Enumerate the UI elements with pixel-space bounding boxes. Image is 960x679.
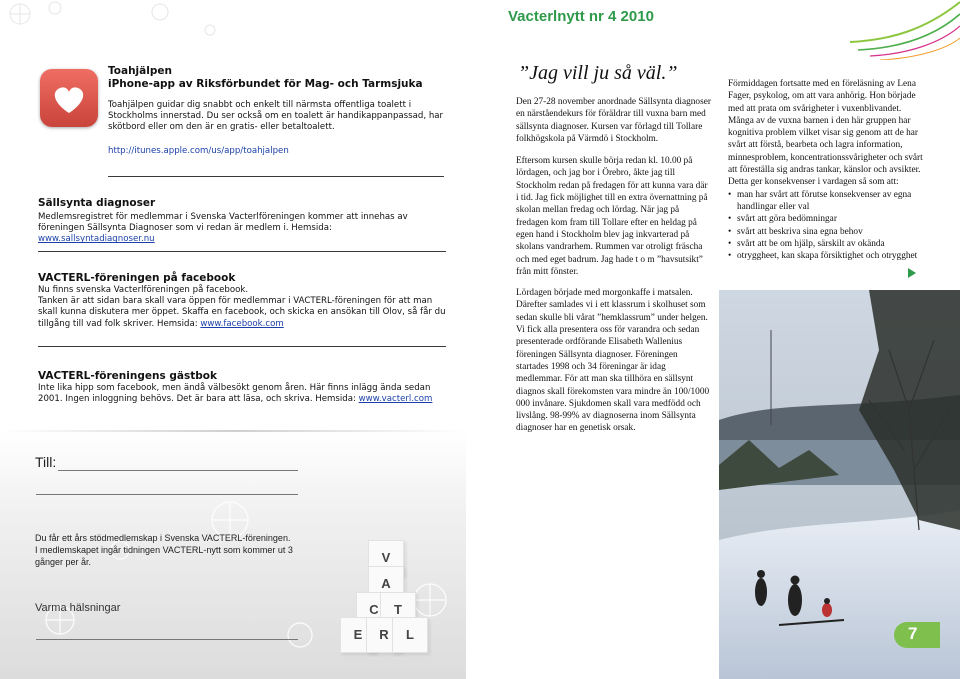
snowflake-decoration (0, 0, 240, 60)
signature-line[interactable] (36, 639, 298, 640)
toahjalpen-subtitle: iPhone-app av Riksförbundet för Mag- och Tarmsjuka (108, 78, 423, 90)
divider (108, 176, 444, 177)
bullet-list (728, 189, 924, 263)
to-label: Till: (35, 454, 57, 470)
card-text (35, 532, 315, 568)
gastbok-body: Inte lika hipp som facebook, men ändå välbesökt genom åren. Här finns inlägg ända sedan 2001. Ingen inloggning behövs. Det är bara att läsa, och skriva. Hemsida: (38, 383, 431, 405)
letter-cube: E (340, 617, 376, 653)
toahjalpen-section (108, 65, 448, 156)
bullet-item: • svårt att beskriva sina egna behov (728, 226, 924, 238)
divider (38, 346, 446, 347)
sallsynta-title: Sällsynta diagnoser (38, 197, 156, 209)
letter-cube: C (356, 592, 392, 628)
letter-cube: T (380, 592, 416, 628)
sallsynta-section (38, 197, 446, 246)
article-col1 (516, 96, 712, 435)
bullet-item: • man har svårt att förutse konsekvenser av egna handlingar eller val (728, 189, 924, 214)
greeting: Varma hälsningar (35, 602, 121, 614)
article-title: ”Jag vill ju så väl.” (518, 62, 678, 84)
decorative-curves (850, 0, 960, 60)
article-col2 (728, 78, 924, 262)
facebook-title: VACTERL-föreningen på facebook (38, 272, 236, 284)
bullet-item: • otryggheet, kan skapa försiktighet och otrygghet (728, 250, 924, 262)
divider (38, 251, 446, 252)
facebook-body-wrap (38, 296, 446, 330)
winter-photo (719, 290, 960, 679)
card-text-1: Du får ett års stödmedlemskap i Svenska VACTERL-föreningen. (35, 533, 291, 543)
bullet-item: • svårt att be om hjälp, särskilt av okända (728, 238, 924, 250)
letter-cube: A (368, 566, 404, 602)
article-paragraph: Förmiddagen fortsatte med en föreläsning av Lena Fager, psykolog, om att vara anhörig. Hon började med att prata om svårigheter i vuxenblivandet. Många av de vuxna barnen i den här gruppen har kognitiva problem vilket visar sig genom att de har svårt att förstå, bearbeta och lagra information, minnesproblem, koncentrationssvårigheter och svårt att föreställa sig andras tankar, känslor och avsikter. Detta ger konsekvenser i vardagen så som att: (728, 79, 923, 188)
arrow-right-icon (908, 268, 916, 278)
card-text-2: I medlemskapet ingår tidningen VACTERL-nytt som kommer ut 3 gånger per år. (35, 545, 293, 567)
heart-icon (40, 69, 98, 127)
address-line[interactable] (36, 494, 298, 495)
postcard-top-edge (0, 430, 466, 432)
gastbok-section (38, 370, 446, 405)
gastbok-link[interactable]: www.vacterl.com (358, 394, 433, 405)
sallsynta-link[interactable]: www.sallsyntadiagnoser.nu (38, 234, 155, 245)
article-paragraph: Eftersom kursen skulle börja redan kl. 10.00 på lördagen, och jag bor i Örebro, åkte jag till Stockholm redan på fredagen för att kunna vara där i tid. Jag fick möjlighet till en extra övernattning på skolan mellan fredag och lördag. När jag på fredagen kom fram till Tollare efter en heldag på egen hand i Stockholm blev jag inkvarterad på skolans vandrarhem. Rummen var otroligt fräscha och med eget badrum. Jag hade t o m ”havsutsikt” från mitt fönster. (516, 156, 708, 277)
facebook-line1: Nu finns svenska Vacterlföreningen på facebook. (38, 285, 249, 295)
facebook-link[interactable]: www.facebook.com (200, 318, 284, 329)
letter-cube: R (366, 617, 402, 653)
sallsynta-body-wrap (38, 212, 446, 246)
toahjalpen-link[interactable]: http://itunes.apple.com/us/app/toahjalpen (108, 145, 289, 156)
toahjalpen-title: Toahjälpen (108, 65, 172, 77)
letter-cube: L (392, 617, 428, 653)
toahjalpen-body: Toahjälpen guidar dig snabbt och enkelt till närmsta offentliga toalett i Stockholms innerstad. Du ser också om en toalett är handikappanpassad, har skötbord eller om den är en gratis- eller betaltoalett. (108, 100, 444, 133)
bullet-item: • svårt att göra bedömningar (728, 213, 924, 225)
address-line[interactable] (58, 470, 298, 471)
gastbok-title: VACTERL-föreningens gästbok (38, 370, 217, 382)
page-number: 7 (908, 624, 918, 643)
sallsynta-body: Medlemsregistret för medlemmar i Svenska Vacterlföreningen kommer att innehas av föreningen Sällsynta Diagnoser som vi redan är medlem i. Hemsida: (38, 212, 408, 234)
article-paragraph: Den 27-28 november anordnade Sällsynta diagnoser en närståendekurs för föräldrar till vuxna barn med sällsynta diagnoser. Kursen var förlagd till Tollare folkhögskola på Värmdö i Stockholm. (516, 97, 711, 144)
letter-cube: V (368, 540, 404, 576)
facebook-section (38, 272, 446, 330)
article-paragraph: Lördagen började med morgonkaffe i matsalen. Därefter samlades vi i ett klassrum i skolhuset som sedan skulle bli vårat ”hemklassrum” under helgen. Vi fick alla presentera oss för varandra och sedan presenterade ordförande Elisabeth Wallenius föreningen Sällsynta diagnoser. Föreningen startades 1998 och 34 föreningar är idag medlemmar. För att man ska tillhöra en sällsynt diagnos skall förekomsten vara mindre än 100/1000 000 invånare. Sjukdomen skall vara medfödd och livslång. 98-99% av diagnoserna inom Sällsynta diagnoser har en genetisk orsak. (516, 288, 710, 434)
gastbok-body-wrap (38, 383, 446, 405)
facebook-body: Tanken är att sidan bara skall vara öppen för medlemmar i VACTERL-föreningen för att man skall kunna diskutera mer öppet. Skaffa en facebook, och skicka en ansökan till Olov, så får du tillgång till vad folk skriver. Hemsida: (38, 296, 446, 329)
issue-title: Vacterlnytt nr 4 2010 (508, 8, 654, 25)
